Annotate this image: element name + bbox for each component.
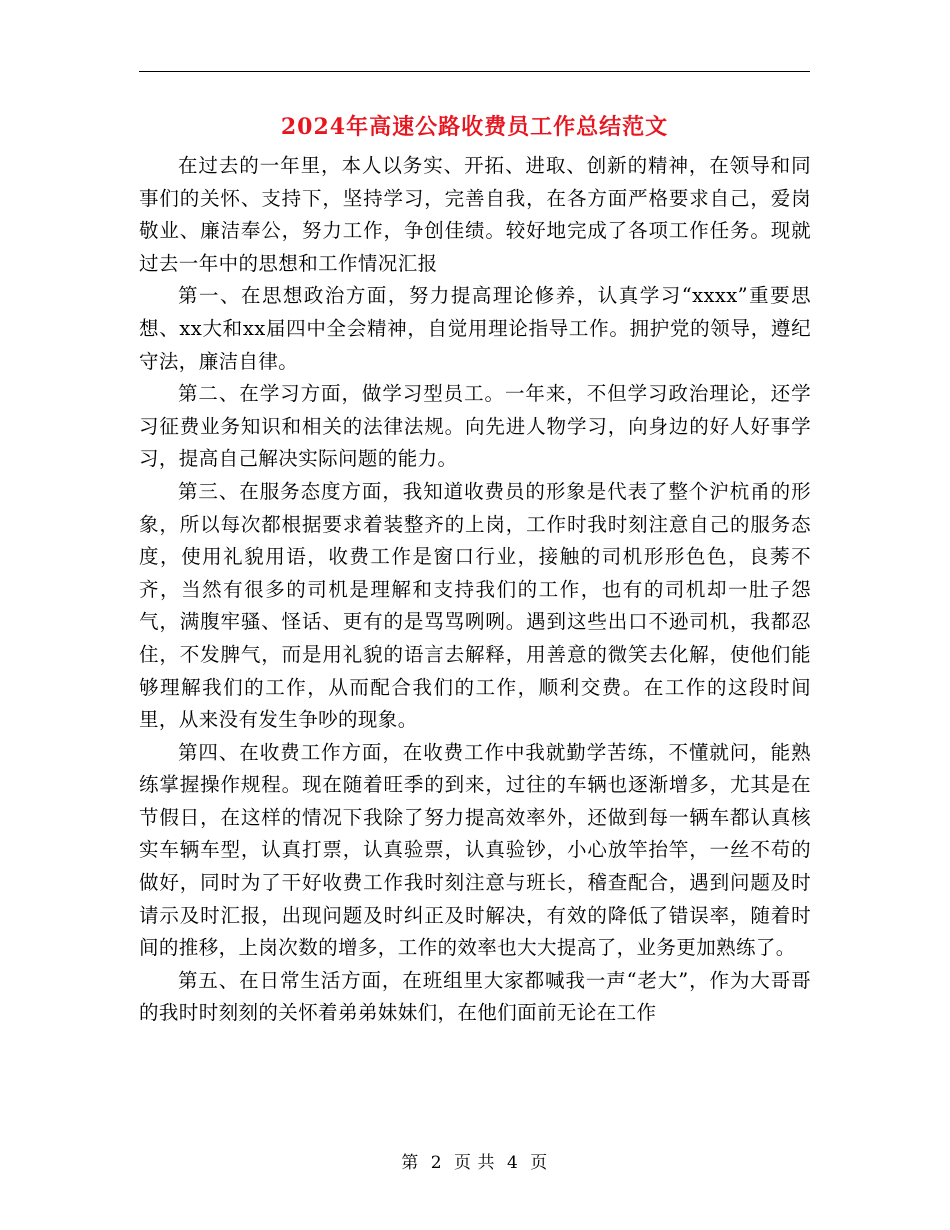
document-body [139,150,811,1030]
footer-middle: 页 共 [454,1153,495,1173]
paragraph-toll-work: 第四、在收费工作方面，在收费工作中我就勤学苦练，不懂就问，能熟练掌握操作规程。现在随着旺季的到来，过往的车辆也逐渐增多，尤其是在节假日，在这样的情况下我除了努力提高效率外，还做到每一辆车都认真核实车辆车型，认真打票，认真验票，认真验钞，小心放竿抬竿，一丝不苟的做好，同时为了干好收费工作我时刻注意与班长，稽查配合，遇到问题及时请示及时汇报，出现问题及时纠正及时解决，有效的降低了错误率，随着时间的推移，上岗次数的增多，工作的效率也大大提高了，业务更加熟练了。 [139,740,811,960]
paragraph-service: 第三、在服务态度方面，我知道收费员的形象是代表了整个沪杭甬的形象，所以每次都根据要求着装整齐的上岗，工作时我时刻注意自己的服务态度，使用礼貌用语，收费工作是窗口行业，接触的司机形形色色，良莠不齐，当然有很多的司机是理解和支持我们的工作，也有的司机却一肚子怨气，满腹牢骚、怪话、更有的是骂骂咧咧。遇到这些出口不逊司机，我都忍住，不发脾气，而是用礼貌的语言去解释，用善意的微笑去化解，使他们能够理解我们的工作，从而配合我们的工作，顺利交费。在工作的这段时间里，从来没有发生争吵的现象。 [139,479,811,732]
footer-current-page: 2 [430,1153,443,1173]
footer-prefix: 第 [401,1153,419,1173]
paragraph-daily-life: 第五、在日常生活方面，在班组里大家都喊我一声“老大”，作为大哥哥的我时时刻刻的关怀着弟弟妹妹们，在他们面前无论在工作 [139,968,811,1025]
footer-suffix: 页 [530,1153,548,1173]
page-footer [139,1151,810,1175]
paragraph-politics: 第一、在思想政治方面，努力提高理论修养，认真学习“xxxx”重要思想、xx大和xx届四中全会精神，自觉用理论指导工作。拥护党的领导，遵纪守法，廉洁自律。 [139,284,811,373]
paragraph-study: 第二、在学习方面，做学习型员工。一年来，不但学习政治理论，还学习征费业务知识和相关的法律法规。向先进人物学习，向身边的好人好事学习，提高自己解决实际问题的能力。 [139,382,811,471]
document-title: 2024年高速公路收费员工作总结范文 [280,114,669,140]
paragraph-intro: 在过去的一年里，本人以务实、开拓、进取、创新的精神，在领导和同事们的关怀、支持下，坚持学习，完善自我，在各方面严格要求自己，爱岗敬业、廉洁奉公，努力工作，争创佳绩。较好地完成了各项工作任务。现就过去一年中的思想和工作情况汇报 [139,154,811,275]
header-rule [139,71,810,72]
footer-total-pages: 4 [506,1153,519,1173]
